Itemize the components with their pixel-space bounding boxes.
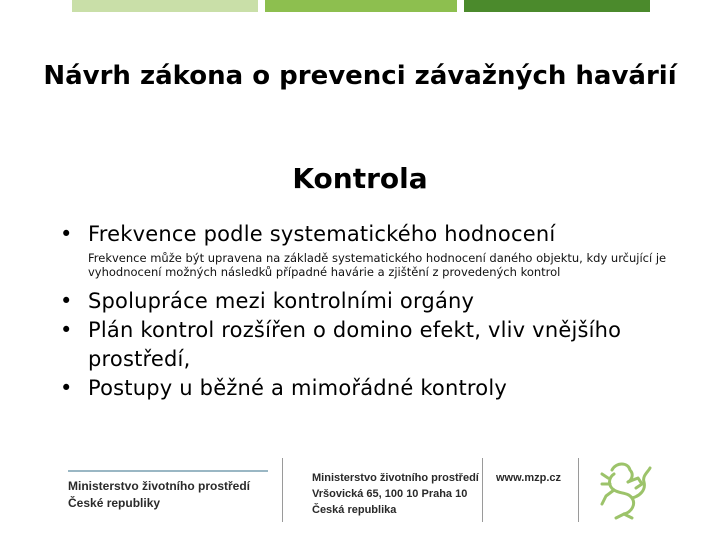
lion-icon bbox=[594, 456, 654, 522]
top-bar-mid bbox=[265, 0, 457, 12]
address-line: Česká republika bbox=[312, 504, 397, 516]
footer-web-link[interactable]: www.mzp.cz bbox=[496, 472, 561, 484]
bullet-item bbox=[56, 316, 676, 374]
logo-rule bbox=[68, 470, 268, 472]
top-bar-dark bbox=[464, 0, 650, 12]
ministry-name-line2: České republiky bbox=[68, 496, 161, 510]
footer bbox=[0, 452, 720, 540]
slide-subtitle: Kontrola bbox=[292, 162, 428, 195]
footer-address bbox=[312, 470, 479, 518]
bullet-list bbox=[56, 220, 676, 403]
ministry-name-line1: Ministerstvo životního prostředí bbox=[68, 479, 251, 493]
bullet-item bbox=[56, 374, 676, 403]
footer-divider bbox=[482, 458, 483, 522]
top-bar-light bbox=[72, 0, 258, 12]
footer-divider bbox=[578, 458, 579, 522]
slide-title: Návrh zákona o prevenci závažných havárií bbox=[43, 61, 677, 91]
bullet-text: Postupy u běžné a mimořádné kontroly bbox=[88, 376, 508, 400]
address-line: Ministerstvo životního prostředí bbox=[312, 472, 479, 484]
ministry-logo bbox=[68, 470, 268, 512]
bullet-item bbox=[56, 287, 676, 316]
bullet-text: Spolupráce mezi kontrolními orgány bbox=[88, 289, 475, 313]
address-line: Vršovická 65, 100 10 Praha 10 bbox=[312, 488, 468, 500]
bullet-note: Frekvence může být upravena na základě systematického hodnocení daného objektu, kdy určující je vyhodnocení možných následků případné havárie a zjištění z provedených kontrol bbox=[88, 251, 667, 279]
footer-divider bbox=[282, 458, 283, 522]
bullet-text: Frekvence podle systematického hodnocení bbox=[88, 222, 556, 246]
bullet-item bbox=[56, 220, 676, 249]
bullet-text: Plán kontrol rozšířen o domino efekt, vliv vnějšího prostředí, bbox=[88, 318, 622, 371]
